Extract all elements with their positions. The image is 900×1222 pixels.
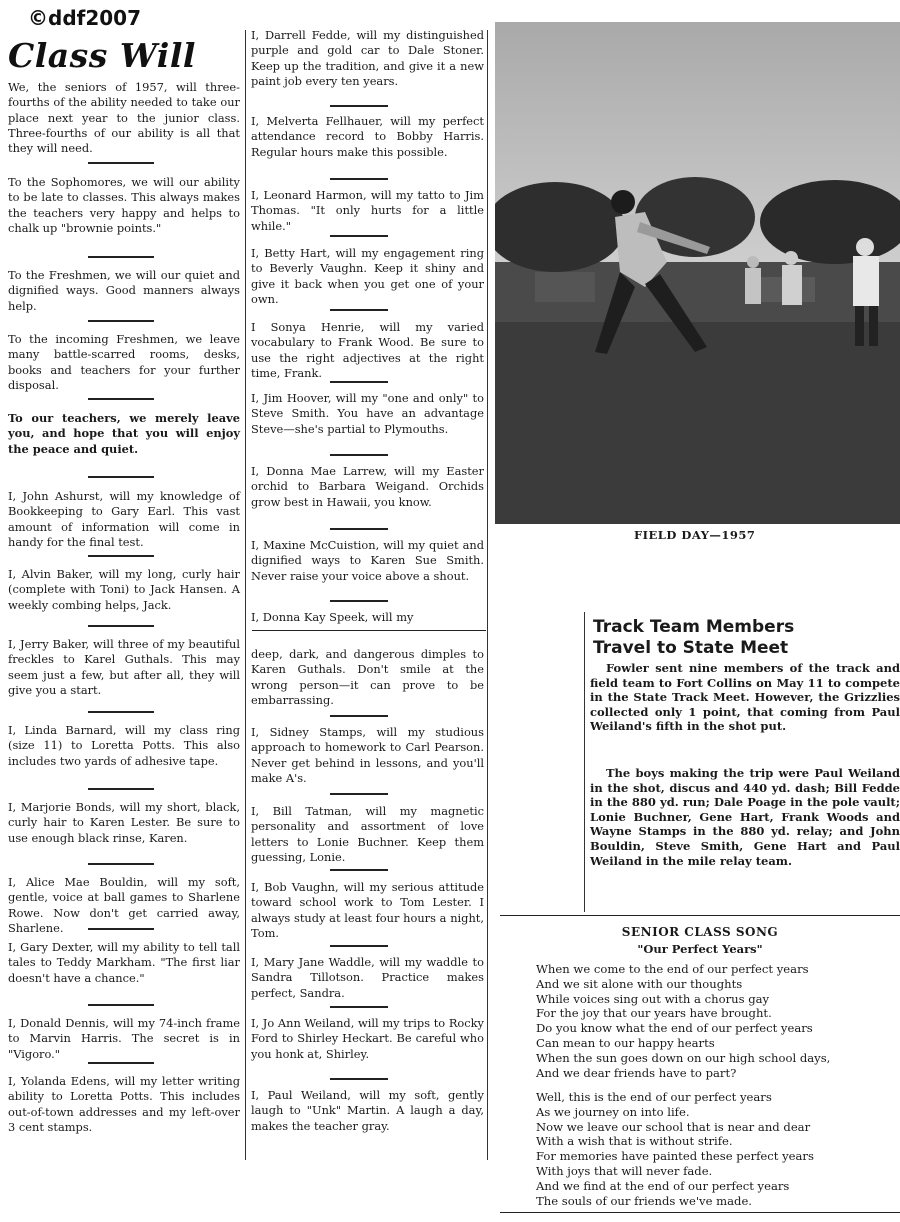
will-paragraph: I, Paul Weiland, will my soft, gently laugh to "Unk" Martin. A laugh a day, makes the teacher gray. xyxy=(251,1088,484,1133)
will-paragraph: I, Gary Dexter, will my ability to tell tall tales to Teddy Markham. "The first liar doesn't have a chance." xyxy=(8,940,240,985)
will-paragraph: deep, dark, and dangerous dimples to Karen Guthals. Don't smile at the wrong person—it can prove to be embarrassing. xyxy=(251,647,484,707)
class-will-column-2 xyxy=(251,0,484,1222)
separator xyxy=(330,309,388,311)
will-paragraph: I, Sidney Stamps, will my studious approach to homework to Carl Pearson. Never get behind in lessons, and you'll make A's. xyxy=(251,725,484,785)
separator xyxy=(330,528,388,530)
page-title: Class Will xyxy=(8,36,196,75)
separator xyxy=(500,915,900,916)
separator xyxy=(330,1006,388,1008)
will-paragraph: I, Yolanda Edens, will my letter writing ability to Loretta Potts. This includes out-of-town addresses and my left-over 3 cent stamps. xyxy=(8,1074,240,1134)
will-paragraph: I, Mary Jane Waddle, will my waddle to Sandra Tillotson. Practice makes perfect, Sandra. xyxy=(251,955,484,1000)
separator xyxy=(330,600,388,602)
song-line: Do you know what the end of our perfect years xyxy=(536,1021,813,1036)
will-paragraph: To the Freshmen, we will our quiet and dignified ways. Good manners always help. xyxy=(8,268,240,313)
will-paragraph: I, Leonard Harmon, will my tatto to Jim Thomas. "It only hurts for a little while." xyxy=(251,188,484,233)
song-line: Can mean to our happy hearts xyxy=(536,1035,715,1050)
will-paragraph: I, Maxine McCuistion, will my quiet and dignified ways to Karen Sue Smith. Never raise your voice above a shout. xyxy=(251,538,484,583)
song-verse-1 xyxy=(536,962,830,1080)
will-paragraph: I, Jo Ann Weiland, will my trips to Rocky Ford to Shirley Heckart. Be careful who you honk at, Shirley. xyxy=(251,1016,484,1061)
separator xyxy=(330,178,388,180)
separator xyxy=(88,788,154,790)
column-divider xyxy=(487,30,488,1160)
separator xyxy=(88,398,154,400)
separator xyxy=(88,555,154,557)
song-line: With joys that will never fade. xyxy=(536,1163,713,1178)
will-paragraph: I, Alice Mae Bouldin, will my soft, gentle, voice at ball games to Sharlene Rowe. Now don't get carried away, Sharlene. xyxy=(8,875,240,935)
will-paragraph: I, Bill Tatman, will my magnetic personality and assortment of love letters to Lonie Buchner. Keep them guessing, Lonie. xyxy=(251,804,484,864)
will-paragraph: I, Jim Hoover, will my "one and only" to Steve Smith. You have an advantage Steve—she's partial to Plymouths. xyxy=(251,391,484,436)
separator xyxy=(330,793,388,795)
photo-caption: FIELD DAY—1957 xyxy=(634,528,756,542)
separator xyxy=(88,625,154,627)
will-paragraph: To the incoming Freshmen, we leave many battle-scarred rooms, desks, books and teachers for your further disposal. xyxy=(8,332,240,392)
song-title: SENIOR CLASS SONG xyxy=(621,925,779,939)
separator xyxy=(88,863,154,865)
song-line: And we find at the end of our perfect years xyxy=(536,1178,790,1193)
track-headline-line-1: Track Team Members xyxy=(593,617,795,637)
song-subtitle: "Our Perfect Years" xyxy=(637,942,763,956)
class-will-column-1 xyxy=(8,0,240,1222)
field-day-photo xyxy=(495,22,900,524)
separator xyxy=(500,1212,900,1213)
song-line: Now we leave our school that is near and dear xyxy=(536,1119,811,1134)
separator xyxy=(88,256,154,258)
will-paragraph: I, Linda Barnard, will my class ring (size 11) to Loretta Potts. This also includes two yards of adhesive tape. xyxy=(8,723,240,768)
separator xyxy=(252,630,486,631)
separator xyxy=(330,235,388,237)
will-paragraph: To the Sophomores, we will our ability to be late to classes. This always makes the teachers very happy and helps to chalk up "brownie points." xyxy=(8,175,240,235)
will-paragraph: I, Donald Dennis, will my 74-inch frame to Marvin Harris. The secret is in "Vigoro." xyxy=(8,1016,240,1061)
will-paragraph: I, Bob Vaughn, will my serious attitude toward school work to Tom Lester. I always study at least four hours a night, Tom. xyxy=(251,880,484,940)
song-line: And we dear friends have to part? xyxy=(536,1065,737,1080)
will-paragraph: I Sonya Henrie, will my varied vocabulary to Frank Wood. Be sure to use the right adjectives at the right time, Frank. xyxy=(251,320,484,380)
will-paragraph: I, Alvin Baker, will my long, curly hair (complete with Toni) to Jack Hansen. A weekly combing helps, Jack. xyxy=(8,567,240,612)
separator xyxy=(330,945,388,947)
copyright-notice: ©ddf2007 xyxy=(28,6,141,30)
separator xyxy=(330,105,388,107)
track-paragraph: The boys making the trip were Paul Weiland in the shot, discus and 440 yd. dash; Bill Fedde in the 880 yd. run; Dale Poage in the pole vault; Lonie Buchner, Gene Hart, Frank Woods and Wayne Stamps in the 880 yd. relay; and John Bouldin, Steve Smith, Gene Hart and Paul Weiland in the mile relay team. xyxy=(590,766,900,868)
song-line: With a wish that is without strife. xyxy=(536,1134,733,1149)
separator xyxy=(330,869,388,871)
column-divider xyxy=(245,30,246,1160)
separator xyxy=(330,1078,388,1080)
will-paragraph: I, Marjorie Bonds, will my short, black, curly hair to Karen Lester. Be sure to use enough black rinse, Karen. xyxy=(8,800,240,845)
track-headline xyxy=(593,617,794,659)
separator xyxy=(330,381,388,383)
will-paragraph: I, John Ashurst, will my knowledge of Bookkeeping to Gary Earl. This vast amount of information will come in handy for the final test. xyxy=(8,489,240,549)
song-line: The souls of our friends we've made. xyxy=(536,1193,752,1208)
will-paragraph: We, the seniors of 1957, will three-fourths of the ability needed to take our place next year to the junior class. Three-fourths of our ability is all that they will need. xyxy=(8,80,240,156)
song-line: And we sit alone with our thoughts xyxy=(536,976,743,991)
song-line: When the sun goes down on our high school days, xyxy=(536,1050,831,1065)
separator xyxy=(88,476,154,478)
separator xyxy=(330,454,388,456)
will-paragraph: I, Darrell Fedde, will my distinguished purple and gold car to Dale Stoner. Keep up the tradition, and give it a new paint job every ten years. xyxy=(251,28,484,88)
song-line: For the joy that our years have brought. xyxy=(536,1006,772,1021)
separator xyxy=(330,715,388,717)
separator xyxy=(88,320,154,322)
track-headline-line-2: Travel to State Meet xyxy=(593,638,789,658)
article-divider xyxy=(584,612,585,912)
separator xyxy=(88,928,154,930)
will-paragraph: To our teachers, we merely leave you, and hope that you will enjoy the peace and quiet. xyxy=(8,411,240,456)
will-paragraph: I, Melverta Fellhauer, will my perfect attendance record to Bobby Harris. Regular hours make this possible. xyxy=(251,114,484,159)
separator xyxy=(88,162,154,164)
song-line: While voices sing out with a chorus gay xyxy=(536,991,770,1006)
song-line: As we journey on into life. xyxy=(536,1104,690,1119)
separator xyxy=(88,1062,154,1064)
separator xyxy=(88,1004,154,1006)
song-line: Well, this is the end of our perfect years xyxy=(536,1090,772,1104)
will-paragraph: I, Jerry Baker, will three of my beautiful freckles to Karel Guthals. This may seem just a few, but after all, they will give you a start. xyxy=(8,637,240,697)
will-paragraph: I, Donna Kay Speek, will my xyxy=(251,610,414,624)
will-paragraph: I, Betty Hart, will my engagement ring to Beverly Vaughn. Keep it shiny and give it back when you get one of your own. xyxy=(251,246,484,306)
will-paragraph: I, Donna Mae Larrew, will my Easter orchid to Barbara Weigand. Orchids grow best in Hawaii, you know. xyxy=(251,464,484,509)
separator xyxy=(88,711,154,713)
field-day-photo-illustration xyxy=(495,22,900,524)
song-line: For memories have painted these perfect years xyxy=(536,1149,814,1164)
song-verse-2 xyxy=(536,1090,814,1208)
song-line: When we come to the end of our perfect years xyxy=(536,962,809,976)
track-paragraph: Fowler sent nine members of the track and field team to Fort Collins on May 11 to compete in the State Track Meet. However, the Grizzlies collected only 1 point, that coming from Paul Weiland's fifth in the shot put. xyxy=(590,661,900,734)
